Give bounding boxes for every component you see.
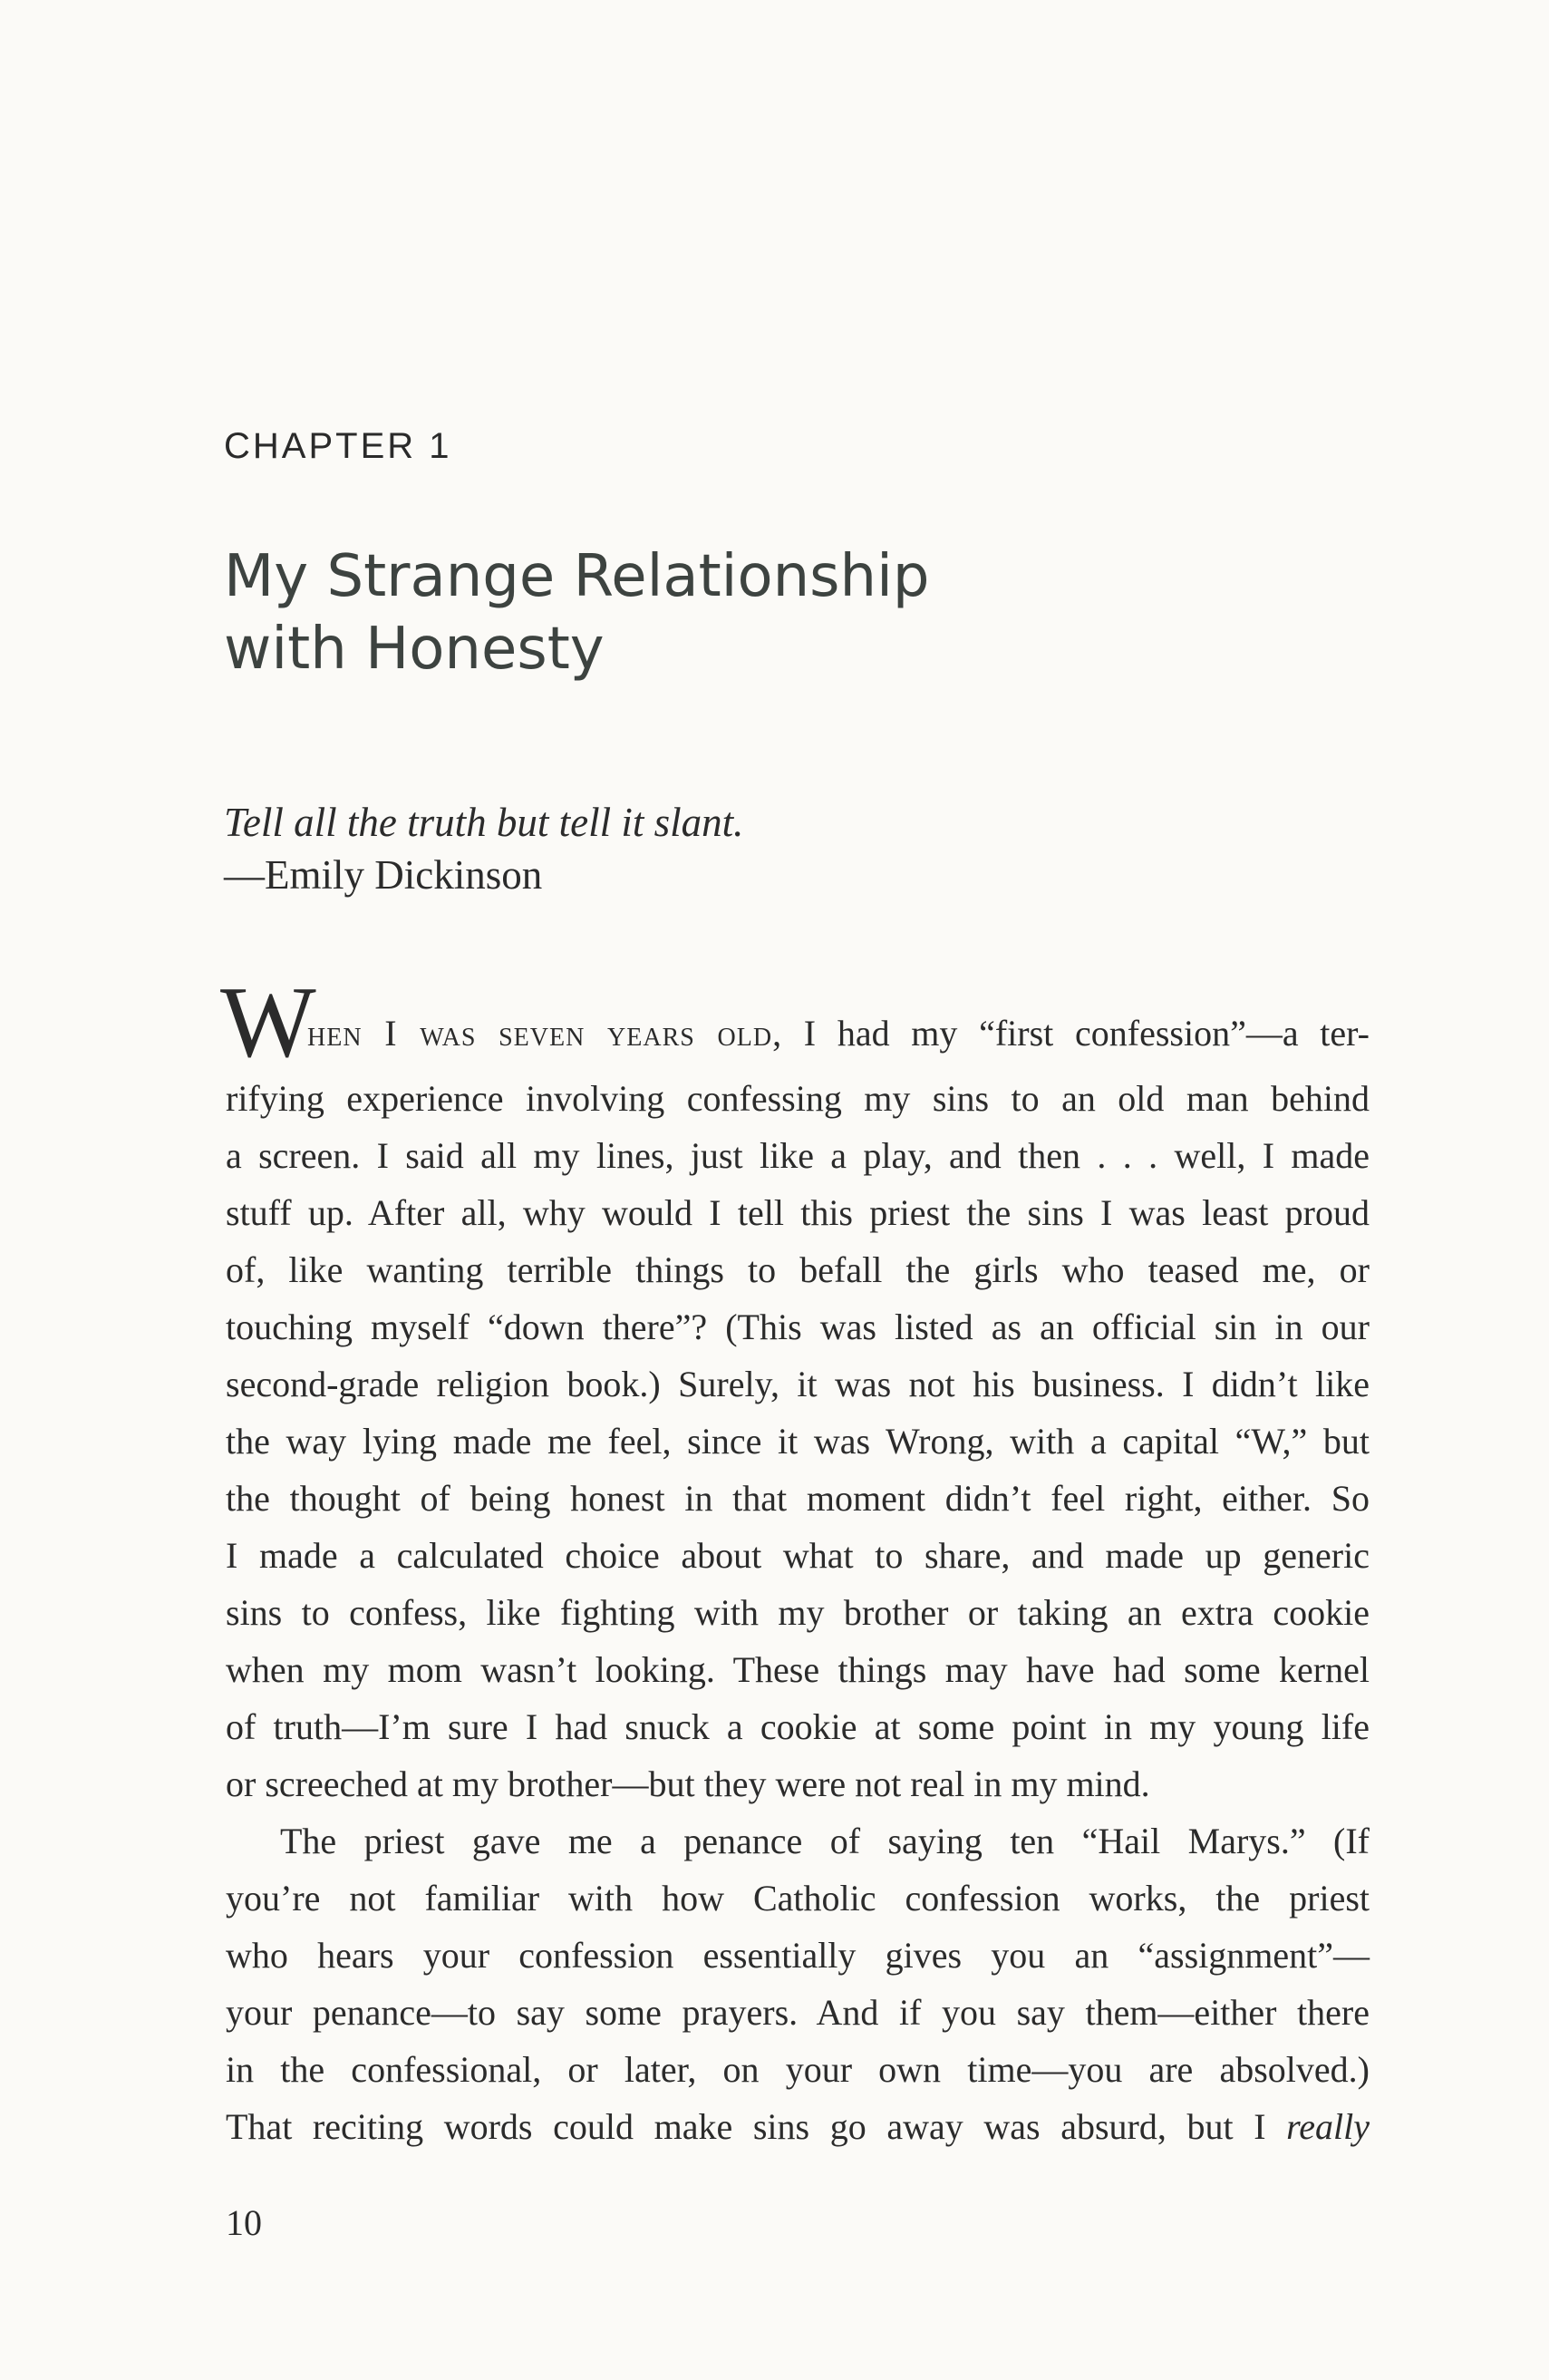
text-line: the way lying made me feel, since it was Wrong, with a capital “W,” but (226, 1421, 1370, 1462)
text-line: rifying experience involving confessing my sins to an old man behind (226, 1078, 1370, 1119)
text-line: touching myself “down there”? (This was listed as an official sin in our (226, 1307, 1370, 1347)
text-line: I made a calculated choice about what to share, and made up generic (226, 1535, 1370, 1576)
epigraph-attribution: —Emily Dickinson (224, 852, 543, 898)
text-line: when my mom wasn’t looking. These things may have had some kernel (226, 1649, 1370, 1690)
chapter-title-line-2: with Honesty (224, 616, 605, 683)
chapter-title-line-1: My Strange Relationship (224, 543, 930, 610)
chapter-label: CHAPTER 1 (224, 426, 452, 466)
text-line: your penance—to say some prayers. And if you say them—either there (226, 1992, 1370, 2033)
emphasis-word: really (1286, 2106, 1370, 2147)
text-line: The priest gave me a penance of saying ten “Hail Marys.” (If (280, 1821, 1370, 1861)
text-line: you’re not familiar with how Catholic confession works, the priest (226, 1878, 1370, 1919)
text-line (226, 2098, 1370, 2155)
text-line: who hears your confession essentially gives you an “assignment”— (226, 1935, 1370, 1976)
text-line: sins to confess, like fighting with my brother or taking an extra cookie (226, 1592, 1370, 1633)
opening-smallcaps: hen I was seven years old, (307, 1013, 783, 1054)
text-line: stuff up. After all, why would I tell this priest the sins I was least proud (226, 1192, 1370, 1233)
text-line: second-grade religion book.) Surely, it was not his business. I didn’t like (226, 1364, 1370, 1404)
chapter-title (224, 540, 1357, 685)
paragraph-2 (226, 1812, 1370, 2155)
text-line: a screen. I said all my lines, just like a play, and then . . . well, I made (226, 1135, 1370, 1176)
body-text (220, 967, 1370, 2155)
text-line: the thought of being honest in that moment didn’t feel right, either. So (226, 1478, 1370, 1519)
opening-line-rest: I had my “first confession”—a ter- (782, 1013, 1370, 1054)
text-line: in the confessional, or later, on your own time—you are absolved.) (226, 2049, 1370, 2090)
paragraph-1 (226, 1070, 1370, 1812)
text-line: or screeched at my brother—but they were not real in my mind. (226, 1763, 1150, 1804)
opening-line (220, 967, 1370, 1079)
epigraph-quote: Tell all the truth but tell it slant. (224, 800, 744, 845)
page-number: 10 (226, 2202, 262, 2243)
text-line-start: That reciting words could make sins go away was absurd, but I (226, 2106, 1287, 2147)
text-line: of truth—I’m sure I had snuck a cookie at some point in my young life (226, 1706, 1370, 1747)
text-line: of, like wanting terrible things to befall the girls who teased me, or (226, 1249, 1370, 1290)
epigraph (224, 796, 743, 901)
drop-cap: W (220, 967, 316, 1079)
opening-line-text (307, 1005, 1370, 1062)
